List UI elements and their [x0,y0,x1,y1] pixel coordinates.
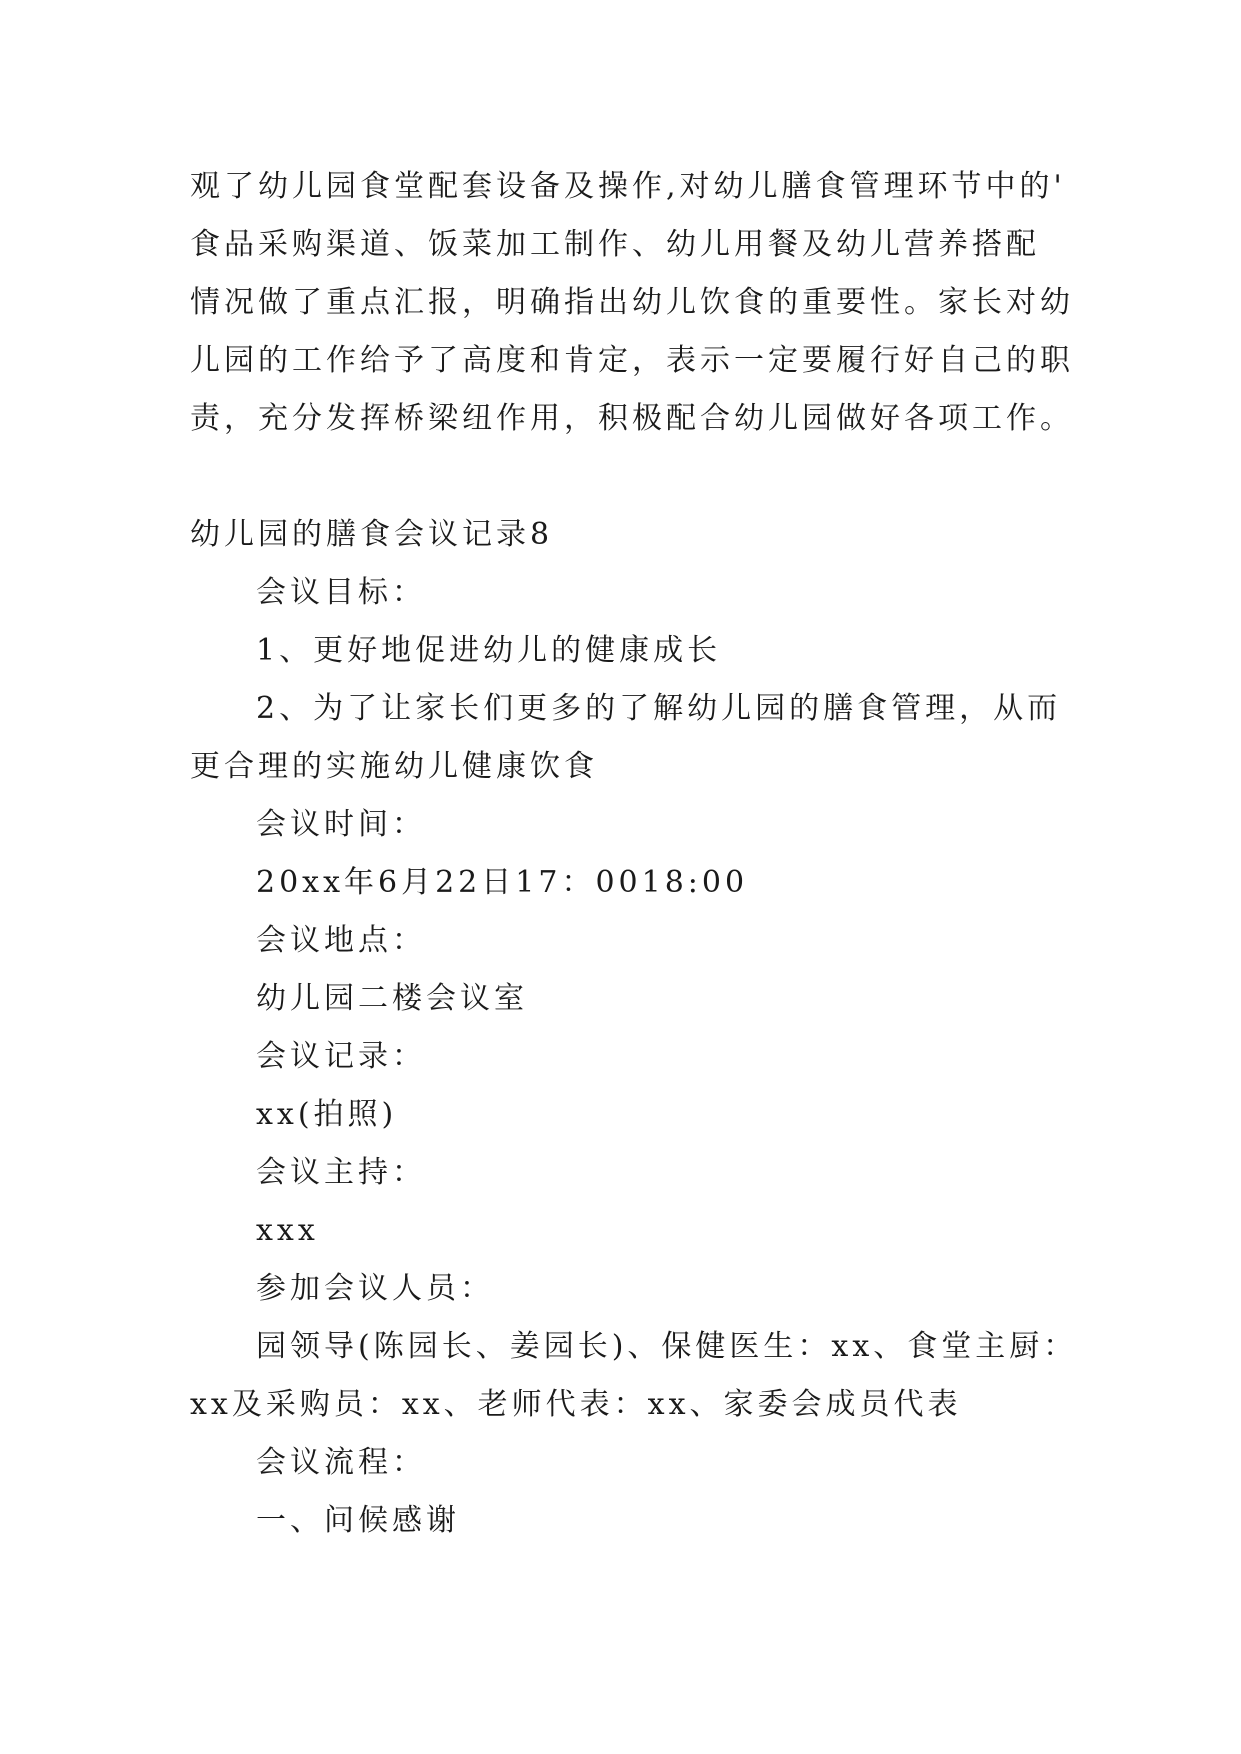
intro-line-2: 食品采购渠道、饭菜加工制作、幼儿用餐及幼儿营养搭配 [190,227,1040,262]
recorder-label: 会议记录： [256,1039,426,1074]
intro-line-3: 情况做了重点汇报，明确指出幼儿饮食的重要性。家长对幼 [190,285,1074,320]
intro-line-1: 观了幼儿园食堂配套设备及操作,对幼儿膳食管理环节中的' [190,169,1066,204]
document-page [190,158,1078,1550]
intro-line-5: 责，充分发挥桥梁纽作用，积极配合幼儿园做好各项工作。 [190,401,1074,436]
place-label: 会议地点： [256,923,426,958]
recorder-value: xx(拍照) [256,1097,398,1132]
section-title: 幼儿园的膳食会议记录8 [190,517,554,552]
process-item-1: 一、问候感谢 [256,1503,460,1538]
time-label: 会议时间： [256,807,426,842]
place-value: 幼儿园二楼会议室 [256,981,528,1016]
host-value: xxx [256,1213,319,1248]
process-label: 会议流程： [256,1445,426,1480]
goal-item-2-line-1: 2、为了让家长们更多的了解幼儿园的膳食管理，从而 [256,691,1062,726]
attendees-line-2: xx及采购员：xx、老师代表：xx、家委会成员代表 [190,1387,962,1422]
paragraph-gap [190,448,1070,506]
goal-item-1: 1、更好地促进幼儿的健康成长 [256,633,722,668]
goal-item-2-line-2: 更合理的实施幼儿健康饮食 [190,749,598,784]
attendees-line-1: 园领导(陈园长、姜园长)、保健医生：xx、食堂主厨： [256,1329,1078,1364]
host-label: 会议主持： [256,1155,426,1190]
intro-line-4: 儿园的工作给予了高度和肯定，表示一定要履行好自己的职 [190,343,1074,378]
attendees-label: 参加会议人员： [256,1271,494,1306]
goal-label: 会议目标： [256,575,426,610]
time-value: 20xx年6月22日17：0018:00 [256,865,749,900]
